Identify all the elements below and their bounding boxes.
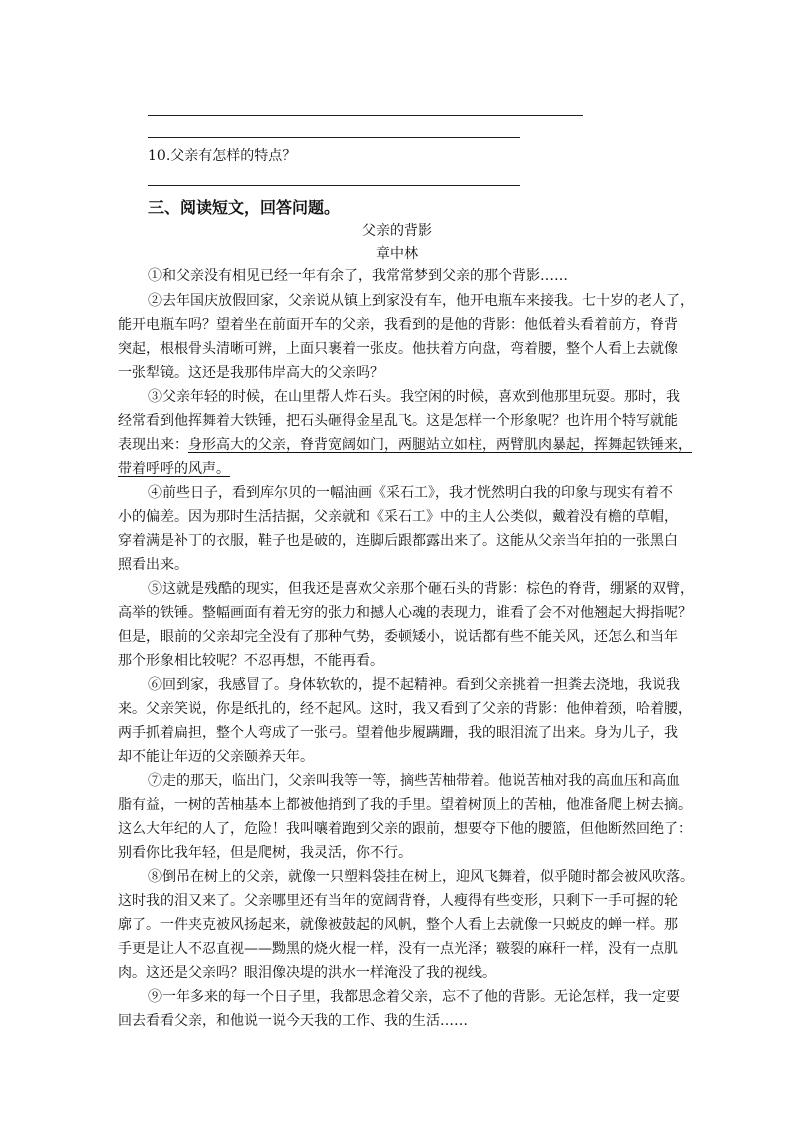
paragraph-line: ⑤这就是残酷的现实，但我还是喜欢父亲那个砸石头的背影：棕色的脊背，绷紧的双臂， [148,581,694,597]
paragraph-line: 小的偏差。因为那时生活拮据，父亲就和《采石工》中的主人公类似，戴着没有檐的草帽， [118,509,678,525]
answer-line-1 [148,115,583,116]
paragraph-line: ②去年国庆放假回家，父亲说从镇上到家没有车，他开电瓶车来接我。七十岁的老人了， [148,293,694,309]
answer-line-2 [148,137,520,138]
paragraph-line: 经常看到他挥舞着大铁锤，把石头砸得金星乱飞。这是怎样一个形象呢？也许用个特写就能 [118,413,678,429]
paragraph-line: 照看出来。 [118,557,188,573]
paragraph-line: 别看你比我年轻，但是爬树，我灵活，你不行。 [118,845,412,861]
paragraph-line: ⑥回到家，我感冒了。身体软软的，提不起精神。看到父亲挑着一担粪去浇地，我说我 [148,677,680,693]
paragraph-line: 但是，眼前的父亲却完全没有了那种气势，委顿矮小，说话都有些不能关风，还怎么和当年 [118,629,678,645]
paragraph-line: 能开电瓶车吗？望着坐在前面开车的父亲，我看到的是他的背影：他低着头看着前方，脊背 [118,317,678,333]
underlined-passage: 身形高大的父亲，脊背宽阔如门，两腿站立如柱，两臂肌肉暴起，挥舞起铁锤来， [188,437,692,453]
paragraph-line: 这么大年纪的人了，危险！我叫嚷着跑到父亲的跟前，想要夺下他的腰篮，但他断然回绝了： [118,821,692,837]
paragraph-line: ④前些日子，看到库尔贝的一幅油画《采石工》，我才恍然明白我的印象与现实有着不 [148,485,673,501]
paragraph-line: 那个形象相比较呢？不忍再想，不能再看。 [118,653,384,669]
section-heading: 三、阅读短文，回答问题。 [148,198,341,217]
underlined-passage: 带着呼呼的风声。 [118,461,230,477]
paragraph-line: 突起，根根骨头清晰可辨，上面只裹着一张皮。他扶着方向盘，弯着腰，整个人看上去就像 [118,341,678,357]
paragraph-line: 这时我的泪又来了。父亲哪里还有当年的宽阔背脊，人瘦得有些变形，只剩下一手可握的轮 [118,893,678,909]
paragraph-line: 脂有益，一树的苦柚基本上都被他捎到了我的手里。望着树顶上的苦柚，他准备爬上树去摘。 [118,797,692,813]
paragraph-line [118,434,692,456]
paragraph-line: 来。父亲笑说，你是纸扎的，经不起风。这时，我又看到了父亲的背影：他伸着颈，哈着腰， [118,701,692,717]
paragraph-line: 穿着满是补丁的衣服，鞋子也是破的，连脚后跟都露出来了。这能从父亲当年拍的一张黑白 [118,533,678,549]
paragraph-line: 却不能让年迈的父亲颐养天年。 [118,749,314,765]
paragraph-line: 两手抓着扁担，整个人弯成了一张弓。望着他步履蹒跚，我的眼泪流了出来。身为儿子，我 [118,725,678,741]
paragraph-line: ⑨一年多来的每一个日子里，我都思念着父亲，忘不了他的背影。无论怎样，我一定要 [148,989,680,1005]
article-title: 父亲的背影 [362,223,432,239]
paragraph-line: ③父亲年轻的时候，在山里帮人炸石头。我空闲的时候，喜欢到他那里玩耍。那时，我 [148,389,680,405]
paragraph-line: 手更是让人不忍直视——黝黑的烧火棍一样，没有一点光泽；皲裂的麻秆一样，没有一点肌 [118,941,678,957]
paragraph-line: ⑧倒吊在树上的父亲，就像一只塑料袋挂在树上，迎风飞舞着，似乎随时都会被风吹落。 [148,869,694,885]
paragraph-line: 回去看看父亲，和他说一说今天我的工作、我的生活…… [118,1013,468,1029]
question-10: 10.父亲有怎样的特点？ [148,148,297,164]
paragraph-line: ①和父亲没有相见已经一年有余了，我常常梦到父亲的那个背影…… [148,268,568,284]
paragraph-line: 肉。这还是父亲吗？眼泪像决堤的洪水一样淹没了我的视线。 [118,965,496,981]
paragraph-line: 一张犁镜。这还是我那伟岸高大的父亲吗？ [118,365,384,381]
paragraph-line: 廓了。一件夹克被风扬起来，就像被鼓起的风帆，整个人看上去就像一只蜕皮的蝉一样。那 [118,917,678,933]
paragraph-line: 高举的铁锤。整幅画面有着无穷的张力和撼人心魂的表现力，谁看了会不对他翘起大拇指呢？ [118,605,692,621]
article-author: 章中林 [376,246,418,262]
paragraph-text: 表现出来： [118,437,188,453]
paragraph-line: ⑦走的那天，临出门，父亲叫我等一等，摘些苦柚带着。他说苦柚对我的高血压和高血 [148,773,680,789]
answer-line-3 [148,185,520,186]
